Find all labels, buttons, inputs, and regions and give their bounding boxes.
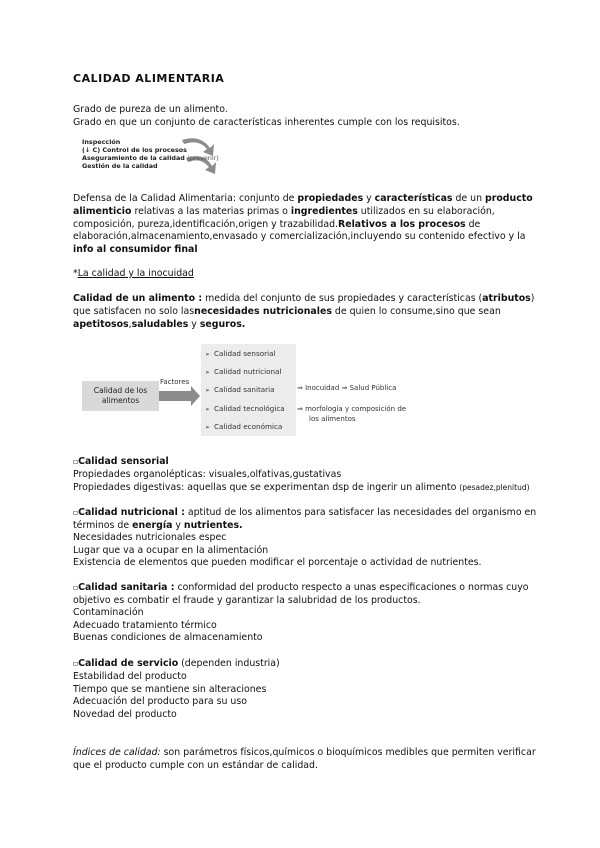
morfologia-outcome-line-1: ⇒ morfología y composición de bbox=[297, 405, 407, 413]
nutricional-line-2: términos de energía y nutrientes. bbox=[73, 520, 243, 531]
defensa-line-1: Defensa de la Calidad Alimentaria: conjunto de propiedades y características de un producto bbox=[73, 193, 533, 204]
sanitaria-line-1: ▫Calidad sanitaria : conformidad del producto respecto a unas especificaciones o normas cuyo bbox=[73, 582, 529, 593]
defensa-line-3: composición, pureza,identificación,origen y trazabilidad.Relativos a los procesos de bbox=[73, 219, 481, 230]
factor-item-sanitaria: ➢ Calidad sanitaria bbox=[205, 385, 275, 394]
indices-line-1: Índices de calidad: son parámetros físicos,químicos o bioquímicos medibles que permiten verificar bbox=[73, 747, 536, 758]
factores-arrow-icon bbox=[159, 386, 201, 406]
defensa-line-2: alimenticio relativas a las materias primas o ingredientes utilizados en su elaboración, bbox=[73, 206, 495, 217]
morfologia-outcome-line-2: los alimentos bbox=[309, 415, 356, 423]
servicio-heading: ▫Calidad de servicio (dependen industria) bbox=[73, 658, 280, 669]
sanitaria-line-3: Contaminación bbox=[73, 607, 144, 618]
sanitaria-line-5: Buenas condiciones de almacenamiento bbox=[73, 632, 263, 643]
factor-item-tecnologica: ➢ Calidad tecnológica bbox=[205, 404, 285, 413]
diagram-step-aseguramiento: Aseguramiento de la calidad (prevenir) bbox=[82, 154, 219, 162]
factor-item-sensorial: ➢ Calidad sensorial bbox=[205, 349, 276, 358]
calidad-alimentos-box: Calidad de los alimentos bbox=[82, 381, 159, 411]
sensorial-line-2: Propiedades digestivas: aquellas que se experimentan dsp de ingerir un alimento (pesadez,plenitud) bbox=[73, 482, 530, 493]
inocuidad-outcome: ⇒ Inocuidad ⇒ Salud Pública bbox=[297, 384, 397, 392]
servicio-line-3: Adecuación del producto para su uso bbox=[73, 696, 247, 707]
calidad-alimento-line-3: apetitosos,saludables y seguros. bbox=[73, 319, 246, 330]
calidad-alimento-line-1: Calidad de un alimento : medida del conjunto de sus propiedades y características (atributos) bbox=[73, 293, 535, 304]
servicio-line-1: Estabilidad del producto bbox=[73, 671, 187, 682]
sensorial-line-1: Propiedades organolépticas: visuales,olfativas,gustativas bbox=[73, 469, 342, 480]
nutricional-line-5: Existencia de elementos que pueden modificar el porcentaje o actividad de nutrientes. bbox=[73, 557, 482, 568]
defensa-line-4: elaboración,almacenamiento,envasado y comercialización,incluyendo su contenido efectivo y la bbox=[73, 231, 526, 242]
factores-label: Factores bbox=[160, 378, 190, 386]
nutricional-line-4: Lugar que va a ocupar en la alimentación bbox=[73, 545, 269, 556]
sanitaria-line-2: objetivo es combatir el fraude y garantizar la salubridad de los productos. bbox=[73, 595, 421, 606]
nutricional-line-1: ▫Calidad nutricional : aptitud de los alimentos para satisfacer las necesidades del organismo en bbox=[73, 507, 537, 518]
factor-item-nutricional: ➢ Calidad nutricional bbox=[205, 367, 282, 376]
page-title: CALIDAD ALIMENTARIA bbox=[73, 72, 225, 85]
sanitaria-line-4: Adecuado tratamiento térmico bbox=[73, 620, 217, 631]
inocuidad-heading: *La calidad y la inocuidad bbox=[73, 268, 194, 279]
diagram-step-gestion: Gestión de la calidad bbox=[82, 162, 158, 170]
factor-item-economica: ➢ Calidad económica bbox=[205, 422, 283, 431]
calidad-alimento-line-2: que satisfacen no solo lasnecesidades nutricionales de quien lo consume,sino que sean bbox=[73, 306, 501, 317]
servicio-line-2: Tiempo que se mantiene sin alteraciones bbox=[73, 684, 267, 695]
nutricional-line-3: Necesidades nutricionales espec bbox=[73, 532, 227, 543]
quality-factors-diagram bbox=[82, 344, 442, 436]
intro-line-1: Grado de pureza de un alimento. bbox=[73, 104, 228, 115]
indices-line-2: que el producto cumple con un estándar de calidad. bbox=[73, 760, 318, 771]
diagram-step-control: (↓ C) Control de los procesos bbox=[82, 146, 187, 154]
diagram-step-inspeccion: Inspección bbox=[82, 138, 121, 146]
quality-evolution-diagram bbox=[82, 136, 242, 176]
intro-line-2: Grado en que un conjunto de características inherentes cumple con los requisitos. bbox=[73, 117, 460, 128]
factors-list bbox=[201, 344, 296, 436]
servicio-line-4: Novedad del producto bbox=[73, 709, 177, 720]
sensorial-heading: ▫Calidad sensorial bbox=[73, 456, 169, 467]
defensa-line-5: info al consumidor final bbox=[73, 244, 198, 255]
